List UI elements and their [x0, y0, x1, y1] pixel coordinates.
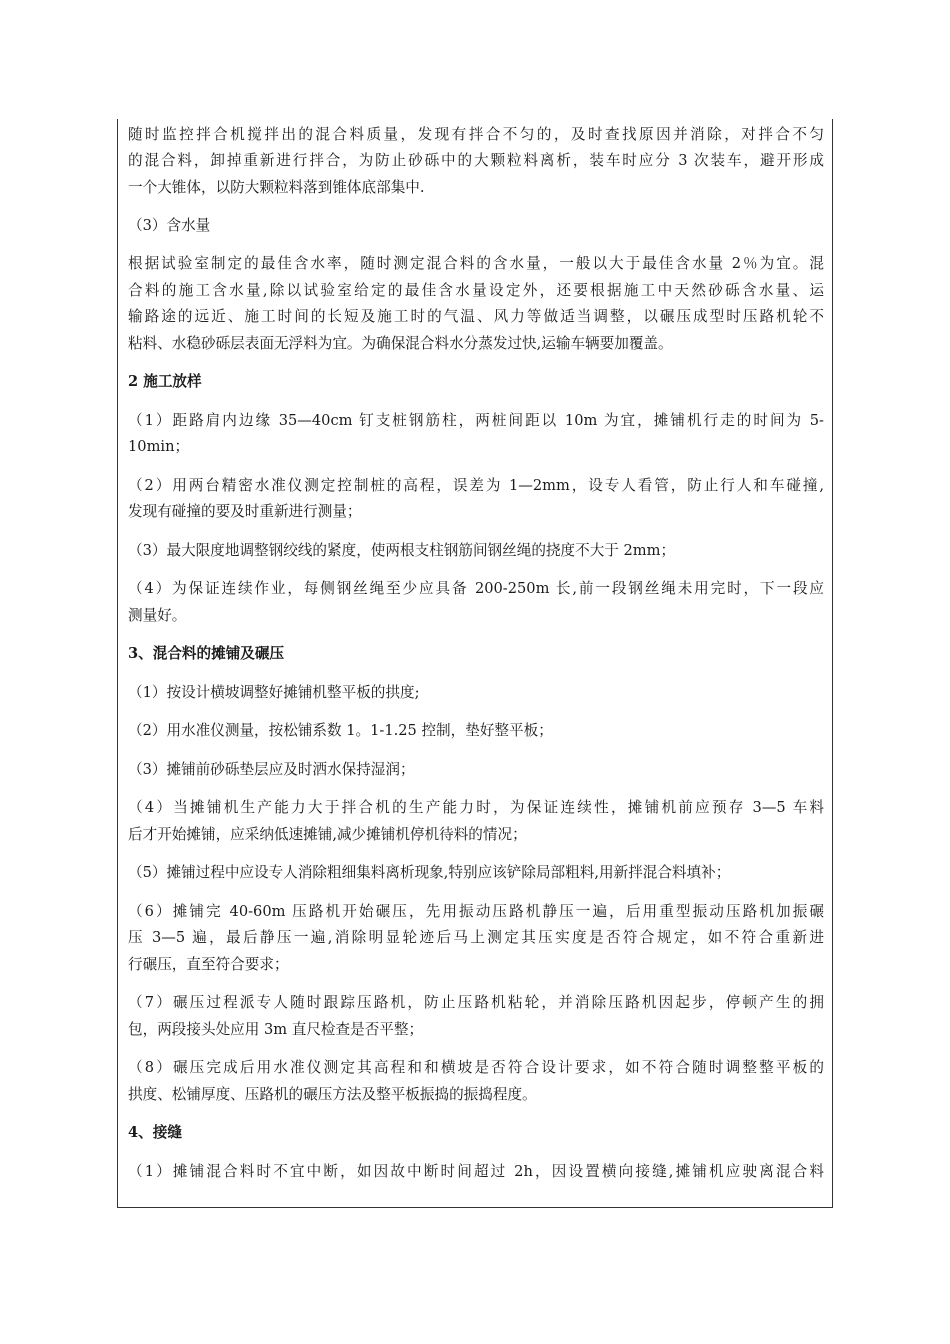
text-line: （4）当摊铺机生产能力大于拌合机的生产能力时，为保证连续性，摊铺机前应预存 3—5 车料 — [128, 799, 824, 816]
text-line: 测量好。 — [128, 607, 187, 624]
section-heading: 3、混合料的摊铺及碾压 — [128, 645, 285, 662]
text-line: 10min； — [128, 438, 190, 455]
text-line: （7）碾压过程派专人随时跟踪压路机，防止压路机粘轮，并消除压路机因起步，停顿产生的拥 — [128, 994, 824, 1011]
text-line: （5）摊铺过程中应设专人消除粗细集料离析现象,特别应该铲除局部粗料,用新拌混合料填补； — [128, 864, 731, 881]
text-line: （3）最大限度地调整钢绞线的紧度，使两根支柱钢筋间钢丝绳的挠度不大于 2mm； — [128, 542, 676, 559]
text-line: 包，两段接头处应用 3m 直尺检查是否平整； — [128, 1021, 424, 1038]
text-line: 压 3—5 遍，最后静压一遍,消除明显轮迹后马上测定其压实度是否符合规定，如不符合重新进 — [128, 929, 824, 946]
text-line: 合料的施工含水量,除以试验室给定的最佳含水量设定外，还要根据施工中天然砂砾含水量、运 — [128, 282, 824, 299]
text-line: 粘料、水稳砂砾层表面无浮料为宜。为确保混合料水分蒸发过快,运输车辆要加覆盖。 — [128, 335, 673, 352]
text-line: （2）用两台精密水准仪测定控制桩的高程，误差为 1—2mm，设专人看管，防止行人和车碰撞, — [128, 477, 824, 494]
text-line: 拱度、松铺厚度、压路机的碾压方法及整平板振捣的振捣程度。 — [128, 1086, 537, 1103]
text-line: 的混合料，卸掉重新进行拌合，为防止砂砾中的大颗粒料离析，装车时应分 3 次装车，避开形成 — [128, 152, 824, 169]
text-line: （6）摊铺完 40-60m 压路机开始碾压，先用振动压路机静压一遍，后用重型振动压路机加振碾 — [128, 903, 824, 920]
text-line: （2）用水准仪测量，按松铺系数 1。1-1.25 控制，垫好整平板； — [128, 722, 553, 739]
text-line: （1）摊铺混合料时不宜中断，如因故中断时间超过 2h，因设置横向接缝,摊铺机应驶离混合料 — [128, 1163, 824, 1180]
text-line: （3）摊铺前砂砾垫层应及时洒水保持湿润； — [128, 761, 415, 778]
text-line: 根据试验室制定的最佳含水率，随时测定混合料的含水量，一般以大于最佳含水量 2％为宜。混 — [128, 255, 824, 272]
text-line: 发现有碰撞的要及时重新进行测量； — [128, 503, 362, 520]
subheading: （3）含水量 — [128, 217, 211, 234]
text-line: 后才开始摊铺，应采纳低速摊铺,减少摊铺机停机待料的情况； — [128, 826, 527, 843]
text-line: 一个大锥体，以防大颗粒料落到锥体底部集中. — [128, 179, 425, 196]
text-line: （1）按设计横坡调整好摊铺机整平板的拱度; — [128, 684, 420, 701]
text-line: 随时监控拌合机搅拌出的混合料质量，发现有拌合不匀的，及时查找原因并消除，对拌合不匀 — [128, 126, 824, 143]
content-frame — [117, 119, 833, 1208]
section-heading: 4、接缝 — [128, 1124, 182, 1141]
section-heading: 2 施工放样 — [128, 373, 202, 390]
text-line: 行碾压，直至符合要求； — [128, 956, 289, 973]
text-line: （8）碾压完成后用水准仪测定其高程和和横坡是否符合设计要求，如不符合随时调整整平板的 — [128, 1059, 824, 1076]
text-line: （4）为保证连续作业，每侧钢丝绳至少应具备 200-250m 长,前一段钢丝绳未用完时，下一段应 — [128, 580, 824, 597]
text-line: 输路途的远近、施工时间的长短及施工时的气温、风力等做适当调整，以碾压成型时压路机轮不 — [128, 308, 824, 325]
text-line: （1）距路肩内边缘 35—40cm 钉支桩钢筋柱，两桩间距以 10m 为宜，摊铺机行走的时间为 5- — [128, 412, 824, 429]
